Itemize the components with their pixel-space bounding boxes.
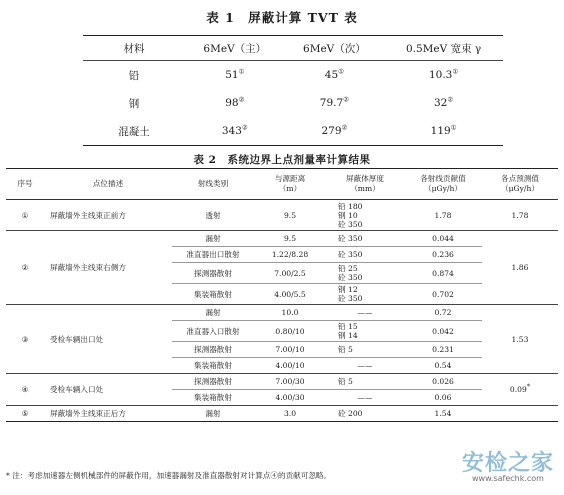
distance-cell: 4.00/5.5 <box>254 284 326 305</box>
contribution-cell: 0.874 <box>404 263 482 284</box>
shield-layer: 铅 5 <box>338 345 353 354</box>
shield-layer: 铅 180 <box>338 201 363 211</box>
distance-cell: 3.0 <box>254 406 326 422</box>
seq-cell: ③ <box>6 305 44 374</box>
header-ray-type: 射线类别 <box>172 169 254 200</box>
table-row <box>83 117 503 146</box>
tvt-value: 51 <box>225 69 239 81</box>
table-row <box>6 374 558 390</box>
header-6mev-secondary: 6MeV（次） <box>285 36 385 61</box>
tvt-value: 98 <box>225 97 239 109</box>
distance-cell: 7.00/10 <box>254 342 326 358</box>
shield-layer: 砼 200 <box>338 409 363 418</box>
shield-layer: —— <box>357 361 373 370</box>
table1-title: 表 1 屏蔽计算 TVT 表 <box>206 10 358 25</box>
predicted-value: 1.53 <box>511 334 529 344</box>
contribution-cell: 0.236 <box>404 247 482 263</box>
reference-mark: ② <box>447 95 454 104</box>
tvt-value: 45 <box>324 69 339 81</box>
tvt-value: 343 <box>221 125 242 137</box>
predicted-cell <box>482 406 558 422</box>
point-desc-cell: 受检车辆入口处 <box>44 374 172 406</box>
ray-type-cell: 漏射 <box>172 231 254 247</box>
tvt-value-cell <box>185 117 285 146</box>
distance-cell: 7.00/2.5 <box>254 263 326 284</box>
contribution-cell: 0.72 <box>404 305 482 321</box>
contribution-cell: 0.54 <box>404 358 482 374</box>
shield-cell <box>326 358 404 374</box>
shield-cell <box>326 284 404 305</box>
distance-cell: 9.5 <box>254 231 326 247</box>
material-cell: 钢 <box>128 97 140 110</box>
tvt-value-cell <box>285 117 385 146</box>
footnote-mark: * <box>526 382 531 391</box>
shield-layer: 铅 5 <box>338 377 353 386</box>
reference-mark: ② <box>238 95 245 104</box>
distance-cell: 0.80/10 <box>254 321 326 342</box>
shield-layer: 钢 14 <box>338 331 358 340</box>
material-cell: 铅 <box>128 69 140 82</box>
ray-type-cell: 探测器散射 <box>172 342 254 358</box>
tvt-value-cell <box>384 61 503 90</box>
dose-rate-table-body <box>6 200 558 422</box>
shield-cell <box>326 390 404 406</box>
point-desc-cell: 屏蔽墙外主线束正后方 <box>44 406 172 422</box>
reference-mark: ① <box>338 67 344 76</box>
header-material: 材料 <box>83 36 185 61</box>
ray-type-cell: 漏射 <box>172 406 254 422</box>
table-header-row <box>6 169 558 200</box>
header-point-desc: 点位描述 <box>44 169 172 200</box>
shield-layer: —— <box>357 308 373 317</box>
reference-mark: ① <box>452 67 459 76</box>
contribution-cell: 0.231 <box>404 342 482 358</box>
tvt-table <box>83 35 503 146</box>
contribution-cell: 1.54 <box>404 406 482 422</box>
seq-cell: ② <box>6 231 44 305</box>
point-desc-cell: 受检车辆出口处 <box>44 305 172 374</box>
shield-layer: 砼 350 <box>338 294 363 303</box>
shield-layer: 砼 350 <box>338 219 363 229</box>
tvt-value: 279 <box>321 125 342 137</box>
shield-layer: 砼 350 <box>338 273 363 282</box>
tvt-value: 10.3 <box>428 69 453 81</box>
table-row <box>6 231 558 247</box>
point-desc-cell: 屏蔽墙外主线束右侧方 <box>44 231 172 305</box>
shield-layer: 砼 350 <box>338 234 363 243</box>
contribution-cell: 0.042 <box>404 321 482 342</box>
reference-mark: ② <box>341 123 348 132</box>
distance-cell: 4.00/30 <box>254 390 326 406</box>
ray-type-cell: 准直器出口散射 <box>172 247 254 263</box>
tvt-value-cell <box>185 89 285 117</box>
shield-cell <box>326 406 404 422</box>
contribution-cell: 0.06 <box>404 390 482 406</box>
table-row <box>6 406 558 422</box>
contribution-cell: 0.702 <box>404 284 482 305</box>
tvt-value: 79.7 <box>319 97 344 109</box>
contribution-cell: 1.78 <box>404 200 482 231</box>
header-contribution: 各射线贡献值 （μGy/h） <box>404 169 482 200</box>
dose-rate-table <box>6 168 558 422</box>
tvt-value: 119 <box>430 125 451 137</box>
contribution-cell: 0.044 <box>404 231 482 247</box>
predicted-value: 0.09 <box>509 385 527 394</box>
header-seq: 序号 <box>6 169 44 200</box>
shield-layer: 钢 10 <box>338 210 358 220</box>
shield-cell <box>326 200 404 231</box>
shield-cell <box>326 321 404 342</box>
tvt-value-cell <box>285 61 385 90</box>
ray-type-cell: 漏射 <box>172 305 254 321</box>
predicted-value: 1.78 <box>511 210 529 220</box>
shield-layer: 钢 12 <box>338 285 358 294</box>
shield-cell <box>326 247 404 263</box>
shield-layer: 砼 350 <box>338 250 363 259</box>
distance-cell: 10.0 <box>254 305 326 321</box>
predicted-cell <box>482 200 558 231</box>
shield-cell <box>326 231 404 247</box>
reference-mark: ② <box>241 123 248 132</box>
reference-mark: ① <box>450 123 457 132</box>
table-row <box>6 305 558 321</box>
predicted-value: 1.86 <box>511 263 529 272</box>
tvt-value-cell <box>384 117 503 146</box>
tvt-value-cell <box>285 89 385 117</box>
shield-cell <box>326 374 404 390</box>
predicted-cell <box>482 305 558 374</box>
shield-layer: —— <box>357 393 373 402</box>
watermark-url: www.safechk.com <box>472 474 544 483</box>
point-desc-cell: 屏蔽墙外主线束正前方 <box>44 200 172 231</box>
table-row <box>83 89 503 117</box>
table2-title: 表 2 系统边界上点剂量率计算结果 <box>193 154 371 166</box>
shield-layer: 铅 25 <box>338 264 358 273</box>
watermark-logo <box>462 446 554 483</box>
shield-cell <box>326 305 404 321</box>
tvt-table-body <box>83 61 503 146</box>
watermark-logo-text: 安检之家 <box>461 451 554 476</box>
ray-type-cell: 集装箱散射 <box>172 390 254 406</box>
distance-cell: 7.00/30 <box>254 374 326 390</box>
ray-type-cell: 探测器散射 <box>172 263 254 284</box>
ray-type-cell: 透射 <box>172 200 254 231</box>
shield-cell <box>326 342 404 358</box>
seq-cell: ④ <box>6 374 44 406</box>
reference-mark: ② <box>343 95 349 104</box>
material-cell: 混凝土 <box>83 117 185 146</box>
table-header-row <box>83 36 503 61</box>
tvt-value-cell <box>384 89 503 117</box>
ray-type-cell: 准直器入口散射 <box>172 321 254 342</box>
reference-mark: ① <box>238 67 245 76</box>
header-shield-thickness: 屏蔽体厚度 （mm） <box>326 169 404 200</box>
table-row <box>83 61 503 90</box>
header-6mev-primary: 6MeV（主） <box>185 36 285 61</box>
predicted-cell <box>482 231 558 305</box>
ray-type-cell: 集装箱散射 <box>172 284 254 305</box>
distance-cell: 4.00/10 <box>254 358 326 374</box>
table-row <box>6 200 558 231</box>
seq-cell: ⑤ <box>6 406 44 422</box>
shield-layer: 铅 15 <box>338 322 358 331</box>
predicted-cell <box>482 374 558 406</box>
seq-cell: ① <box>6 200 44 231</box>
header-distance: 与源距离 （m） <box>254 169 326 200</box>
distance-cell: 1.22/8.28 <box>254 247 326 263</box>
contribution-cell: 0.026 <box>404 374 482 390</box>
header-05mev-gamma: 0.5MeV 宽束 γ <box>384 36 503 61</box>
ray-type-cell: 集装箱散射 <box>172 358 254 374</box>
header-predicted: 各点预测值 （μGy/h） <box>482 169 558 200</box>
footnote: * 注：考虑加速器左侧机械部件的屏蔽作用，加速器漏射及准直器散射对计算点④的贡献可忽略。 <box>6 471 332 480</box>
distance-cell: 9.5 <box>254 200 326 231</box>
shield-cell <box>326 263 404 284</box>
ray-type-cell: 探测器散射 <box>172 374 254 390</box>
tvt-value-cell <box>185 61 285 90</box>
tvt-value: 32 <box>433 97 448 109</box>
